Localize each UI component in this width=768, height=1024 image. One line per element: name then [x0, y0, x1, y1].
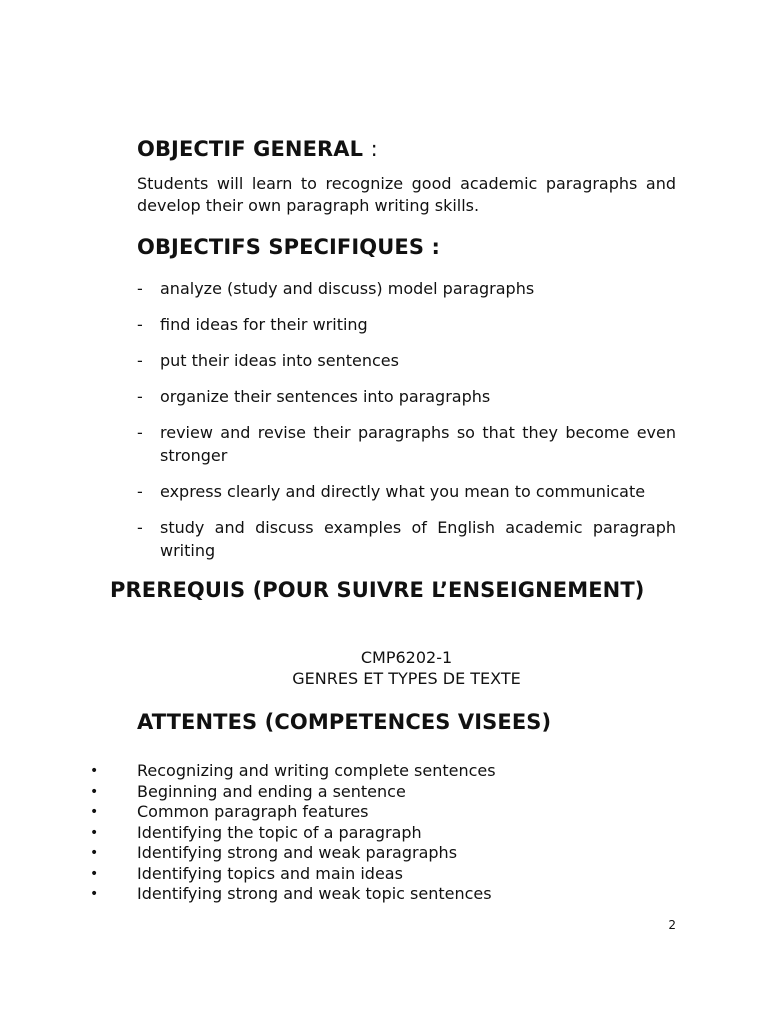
list-item — [137, 421, 676, 467]
dash-marker: - — [137, 482, 143, 501]
list-item — [0, 802, 768, 823]
page-number: 2 — [668, 918, 676, 932]
list-item-text: study and discuss examples of English academic paragraph writing — [160, 518, 676, 560]
dash-marker: - — [137, 351, 143, 370]
prerequis-heading: PREREQUIS (POUR SUIVRE L’ENSEIGNEMENT) — [110, 578, 645, 602]
list-item — [0, 864, 768, 885]
bullet-marker: • — [90, 886, 99, 902]
dash-marker: - — [137, 423, 143, 442]
list-item — [0, 823, 768, 844]
list-item-text: Common paragraph features — [137, 802, 369, 821]
objectif-general-title: OBJECTIF GENERAL — [137, 137, 364, 161]
list-item-text: Recognizing and writing complete sentences — [137, 761, 496, 780]
objectif-general-colon: : — [370, 137, 378, 161]
course-name: GENRES ET TYPES DE TEXTE — [292, 669, 521, 688]
list-item — [0, 843, 768, 864]
course-code: CMP6202-1 — [360, 648, 453, 667]
list-item — [0, 761, 768, 782]
bullet-marker: • — [90, 763, 99, 779]
list-item-text: organize their sentences into paragraphs — [160, 387, 491, 406]
attentes-list — [0, 761, 768, 905]
dash-marker: - — [137, 387, 143, 406]
list-item — [0, 782, 768, 803]
objectif-general-text: Students will learn to recognize good academic paragraphs and develop their own paragraph writing skills. — [137, 174, 676, 215]
bullet-marker: • — [90, 865, 99, 882]
prerequis-course — [137, 647, 676, 689]
objectifs-specifiques-list — [137, 277, 676, 575]
list-item-text: Identifying topics and main ideas — [137, 863, 403, 883]
objectif-general-heading — [137, 137, 378, 161]
attentes-heading: ATTENTES (COMPETENCES VISEES) — [137, 710, 552, 734]
list-item-text: review and revise their paragraphs so that they become even stronger — [160, 423, 676, 465]
list-item — [137, 277, 676, 300]
bullet-marker: • — [90, 804, 99, 820]
list-item-text: put their ideas into sentences — [160, 351, 399, 370]
list-item-text: Identifying strong and weak paragraphs — [137, 843, 458, 862]
list-item — [137, 480, 676, 503]
bullet-marker: • — [90, 845, 99, 861]
list-item — [137, 313, 676, 336]
list-item-text: Identifying the topic of a paragraph — [137, 822, 422, 842]
list-item — [0, 884, 768, 905]
list-item — [137, 349, 676, 372]
bullet-marker: • — [90, 783, 99, 800]
list-item-text: find ideas for their writing — [160, 315, 368, 334]
list-item — [137, 516, 676, 562]
objectifs-specifiques-heading: OBJECTIFS SPECIFIQUES : — [137, 235, 440, 259]
list-item-text: Beginning and ending a sentence — [137, 781, 406, 801]
list-item-text: Identifying strong and weak topic sentences — [137, 884, 492, 903]
dash-marker: - — [137, 315, 143, 334]
list-item-text: express clearly and directly what you mean to communicate — [160, 482, 646, 501]
dash-marker: - — [137, 518, 143, 537]
bullet-marker: • — [90, 824, 99, 841]
list-item — [137, 385, 676, 408]
list-item-text: analyze (study and discuss) model paragraphs — [160, 279, 535, 298]
dash-marker: - — [137, 279, 143, 298]
